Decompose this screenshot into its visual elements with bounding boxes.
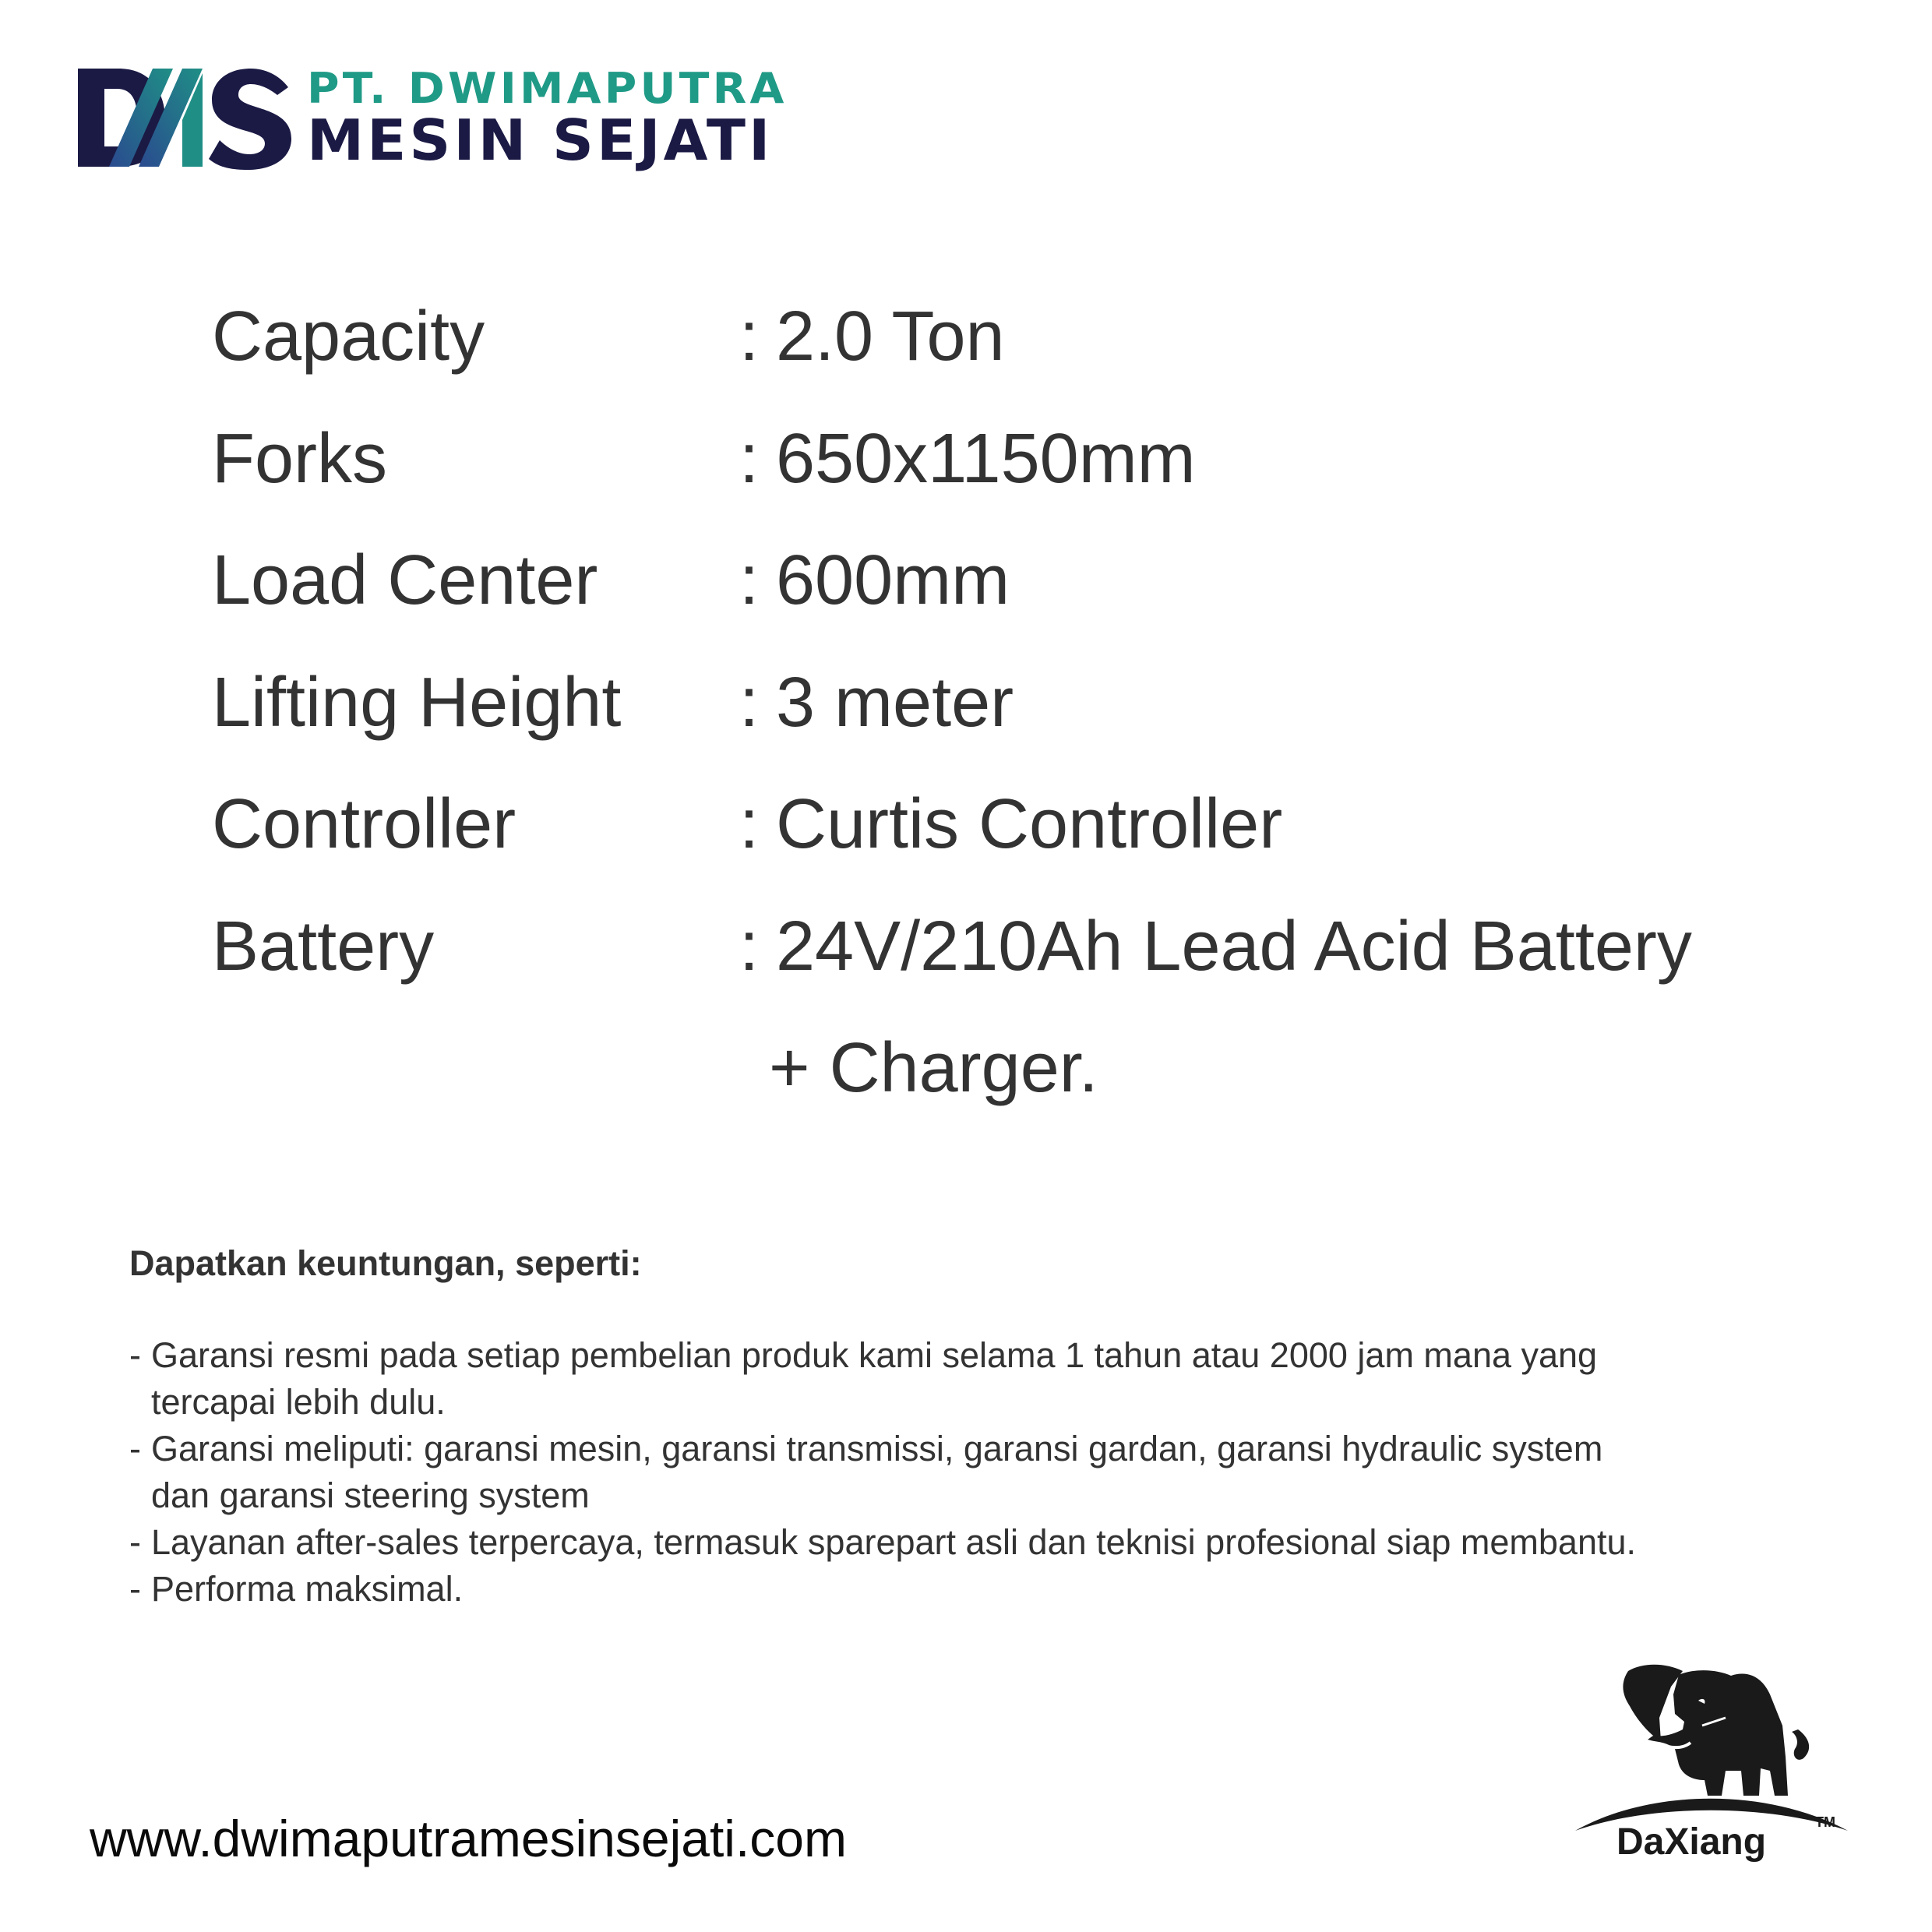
spec-label: Capacity	[212, 298, 485, 375]
trademark-symbol: TM	[1815, 1814, 1835, 1830]
elephant-icon	[1623, 1665, 1809, 1796]
spec-colon: :	[739, 663, 760, 742]
spec-colon: :	[739, 419, 760, 498]
benefit-text-line1: Garansi resmi pada setiap pembelian produk kami selama 1 tahun atau 2000 jam mana yang	[151, 1335, 1598, 1375]
bullet-dash: -	[129, 1569, 141, 1609]
benefit-item	[129, 1426, 1843, 1519]
daxiang-brand-logo	[1566, 1640, 1854, 1862]
bullet-dash: -	[129, 1429, 141, 1468]
benefits-title: Dapatkan keuntungan, seperti:	[129, 1243, 642, 1283]
spec-colon: :	[739, 298, 760, 375]
bullet-dash: -	[129, 1522, 141, 1562]
spec-value: 650x1150mm	[776, 419, 1196, 498]
benefit-item	[129, 1332, 1843, 1426]
benefit-text-line1: Performa maksimal.	[151, 1569, 464, 1609]
company-name	[307, 64, 788, 173]
spec-label: Battery	[212, 907, 435, 985]
benefit-text-line2: tercapai lebih dulu.	[151, 1382, 446, 1422]
spec-colon: :	[739, 541, 760, 619]
spec-value-continuation: + Charger.	[769, 1029, 1098, 1107]
spec-value: 600mm	[776, 541, 1010, 619]
company-name-line1: PT. DWIMAPUTRA	[307, 64, 788, 113]
company-name-line2: MESIN SEJATI	[307, 108, 774, 173]
spec-label: Load Center	[212, 541, 598, 619]
website-url[interactable]: www.dwimaputramesinsejati.com	[90, 1810, 847, 1867]
spec-value: 3 meter	[776, 663, 1014, 742]
spec-value: 24V/210Ah Lead Acid Battery	[776, 907, 1692, 985]
dms-monogram-icon	[78, 65, 294, 170]
spec-label: Lifting Height	[212, 663, 622, 742]
spec-value: 2.0 Ton	[776, 298, 1005, 375]
bullet-dash: -	[129, 1335, 141, 1375]
benefit-text-line1: Layanan after-sales terpercaya, termasuk sparepart asli dan teknisi profesional siap membantu.	[151, 1522, 1636, 1562]
spec-colon: :	[739, 785, 760, 863]
spec-label: Controller	[212, 785, 516, 863]
spec-colon: :	[739, 907, 760, 985]
spec-label: Forks	[212, 419, 387, 498]
company-logo	[78, 64, 788, 173]
benefit-item	[129, 1566, 1843, 1613]
spec-value: Curtis Controller	[776, 785, 1283, 863]
benefits-section	[129, 1242, 1843, 1613]
benefit-text-line1: Garansi meliputi: garansi mesin, garansi transmissi, garansi gardan, garansi hydraulic system	[151, 1429, 1603, 1468]
brand-name: DaXiang	[1616, 1821, 1767, 1862]
benefit-item	[129, 1519, 1843, 1566]
benefit-text-line2: dan garansi steering system	[151, 1475, 590, 1515]
